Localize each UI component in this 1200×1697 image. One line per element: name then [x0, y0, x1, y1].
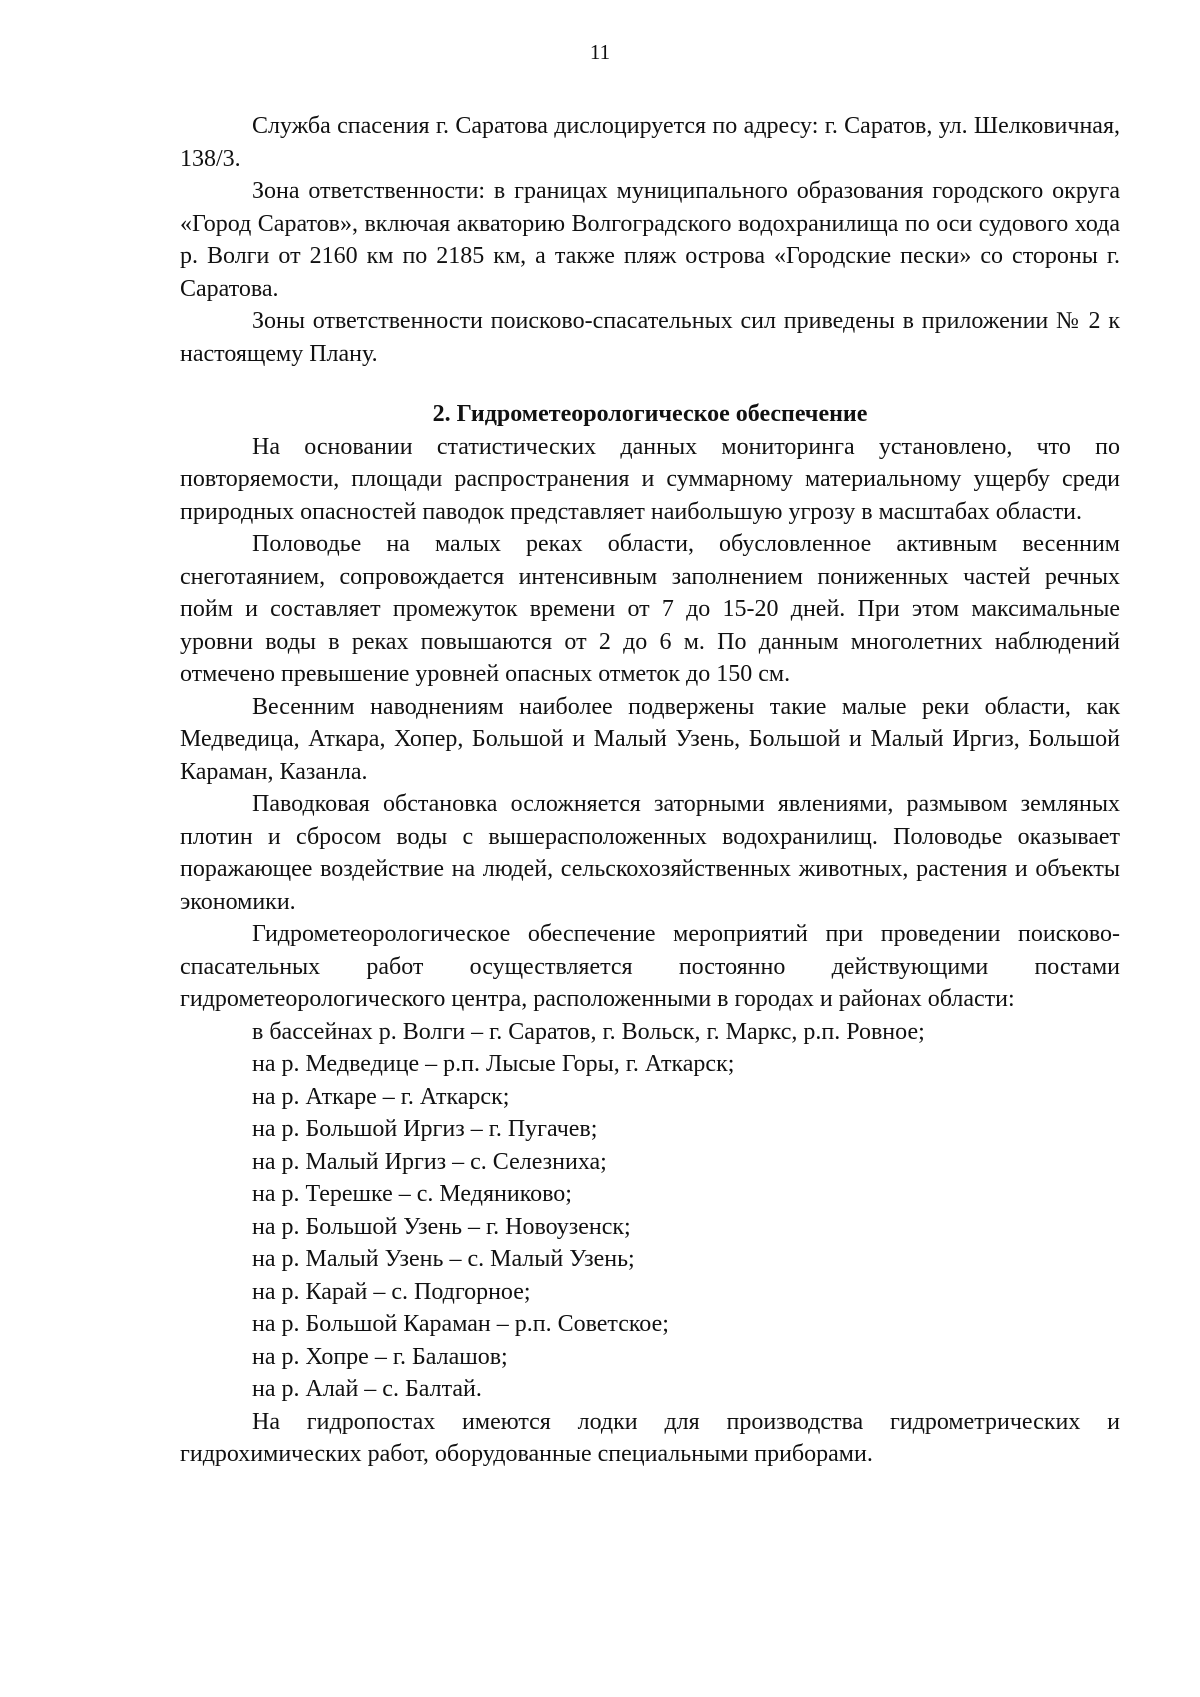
section-heading: 2. Гидрометеорологическое обеспечение [432, 401, 868, 427]
list-item: на р. Малый Узень – с. Малый Узень; [252, 1246, 635, 1272]
paragraph-flood-statistics: На основании статистических данных мониторинга установлено, что по повторяемости, площади распространения и суммарному материальному ущербу среди природных опасностей паводок представляет наибольшую угрозу в масштабах области. [180, 433, 1120, 525]
list-item: на р. Большой Узень – г. Новоузенск; [252, 1213, 631, 1240]
paragraph-responsibility-zone: Зона ответственности: в границах муниципального образования городского округа «Город Саратов», включая акваторию Волгоградского водохранилища по оси судового хода р. Волги от 2160 км по 2185 км, а также пляж острова «Городские пески» со стороны г. Саратова. [180, 178, 1120, 302]
paragraph-boats: На гидропостах имеются лодки для производства гидрометрических и гидрохимических работ, оборудованные специальными приборами. [180, 1408, 1120, 1467]
list-item: на р. Аткаре – г. Аткарск; [252, 1083, 510, 1110]
list-item: в бассейнах р. Волги – г. Саратов, г. Вольск, г. Маркс, р.п. Ровное; [252, 1018, 925, 1045]
paragraph-flood-complications: Паводковая обстановка осложняется заторными явлениями, размывом земляных плотин и сбросом воды с вышерасположенных водохранилищ. Половодье оказывает поражающее воздействие на людей, сельскохозяйственных животных, растения и объекты экономики. [180, 791, 1120, 915]
list-item: на р. Медведице – р.п. Лысые Горы, г. Аткарск; [252, 1051, 735, 1077]
paragraph-rivers-at-risk: Весенним наводнениям наиболее подвержены такие малые реки области, как Медведица, Аткара, Хопер, Большой и Малый Узень, Большой и Малый Иргиз, Большой Караман, Казанла. [180, 693, 1120, 785]
list-item: на р. Большой Иргиз – г. Пугачев; [252, 1116, 598, 1142]
list-item: на р. Терешке – с. Медяниково; [252, 1181, 572, 1207]
paragraph-hydromet-support: Гидрометеорологическое обеспечение мероприятий при проведении поисково-спасательных работ осуществляется постоянно действующими постами гидрометеорологического центра, расположенными в городах и районах области: [180, 921, 1120, 1012]
paragraph-spring-flood: Половодье на малых реках области, обусловленное активным весенним снеготаянием, сопровождается интенсивным заполнением пониженных частей речных пойм и составляет промежуток времени от 7 до 15-20 дней. При этом максимальные уровни воды в реках повышаются от 2 до 6 м. По данным многолетних наблюдений отмечено превышение уровней опасных отметок до 150 см. [180, 531, 1120, 687]
list-item: на р. Большой Караман – р.п. Советское; [252, 1311, 669, 1337]
hydromet-posts-list [180, 1016, 1120, 1406]
paragraph-zones-appendix: Зоны ответственности поисково-спасательных сил приведены в приложении № 2 к настоящему Плану. [180, 308, 1120, 367]
list-item: на р. Хопре – г. Балашов; [252, 1343, 508, 1370]
section-spacer [180, 370, 1120, 398]
list-item: на р. Малый Иргиз – с. Селезниха; [252, 1148, 607, 1175]
document-body [180, 110, 1120, 1471]
page-number: 11 [589, 40, 611, 64]
paragraph-rescue-address: Служба спасения г. Саратова дислоцируется по адресу: г. Саратов, ул. Шелковичная, 138/3. [180, 113, 1120, 172]
list-item: на р. Карай – с. Подгорное; [252, 1278, 531, 1305]
list-item: на р. Алай – с. Балтай. [252, 1376, 482, 1402]
